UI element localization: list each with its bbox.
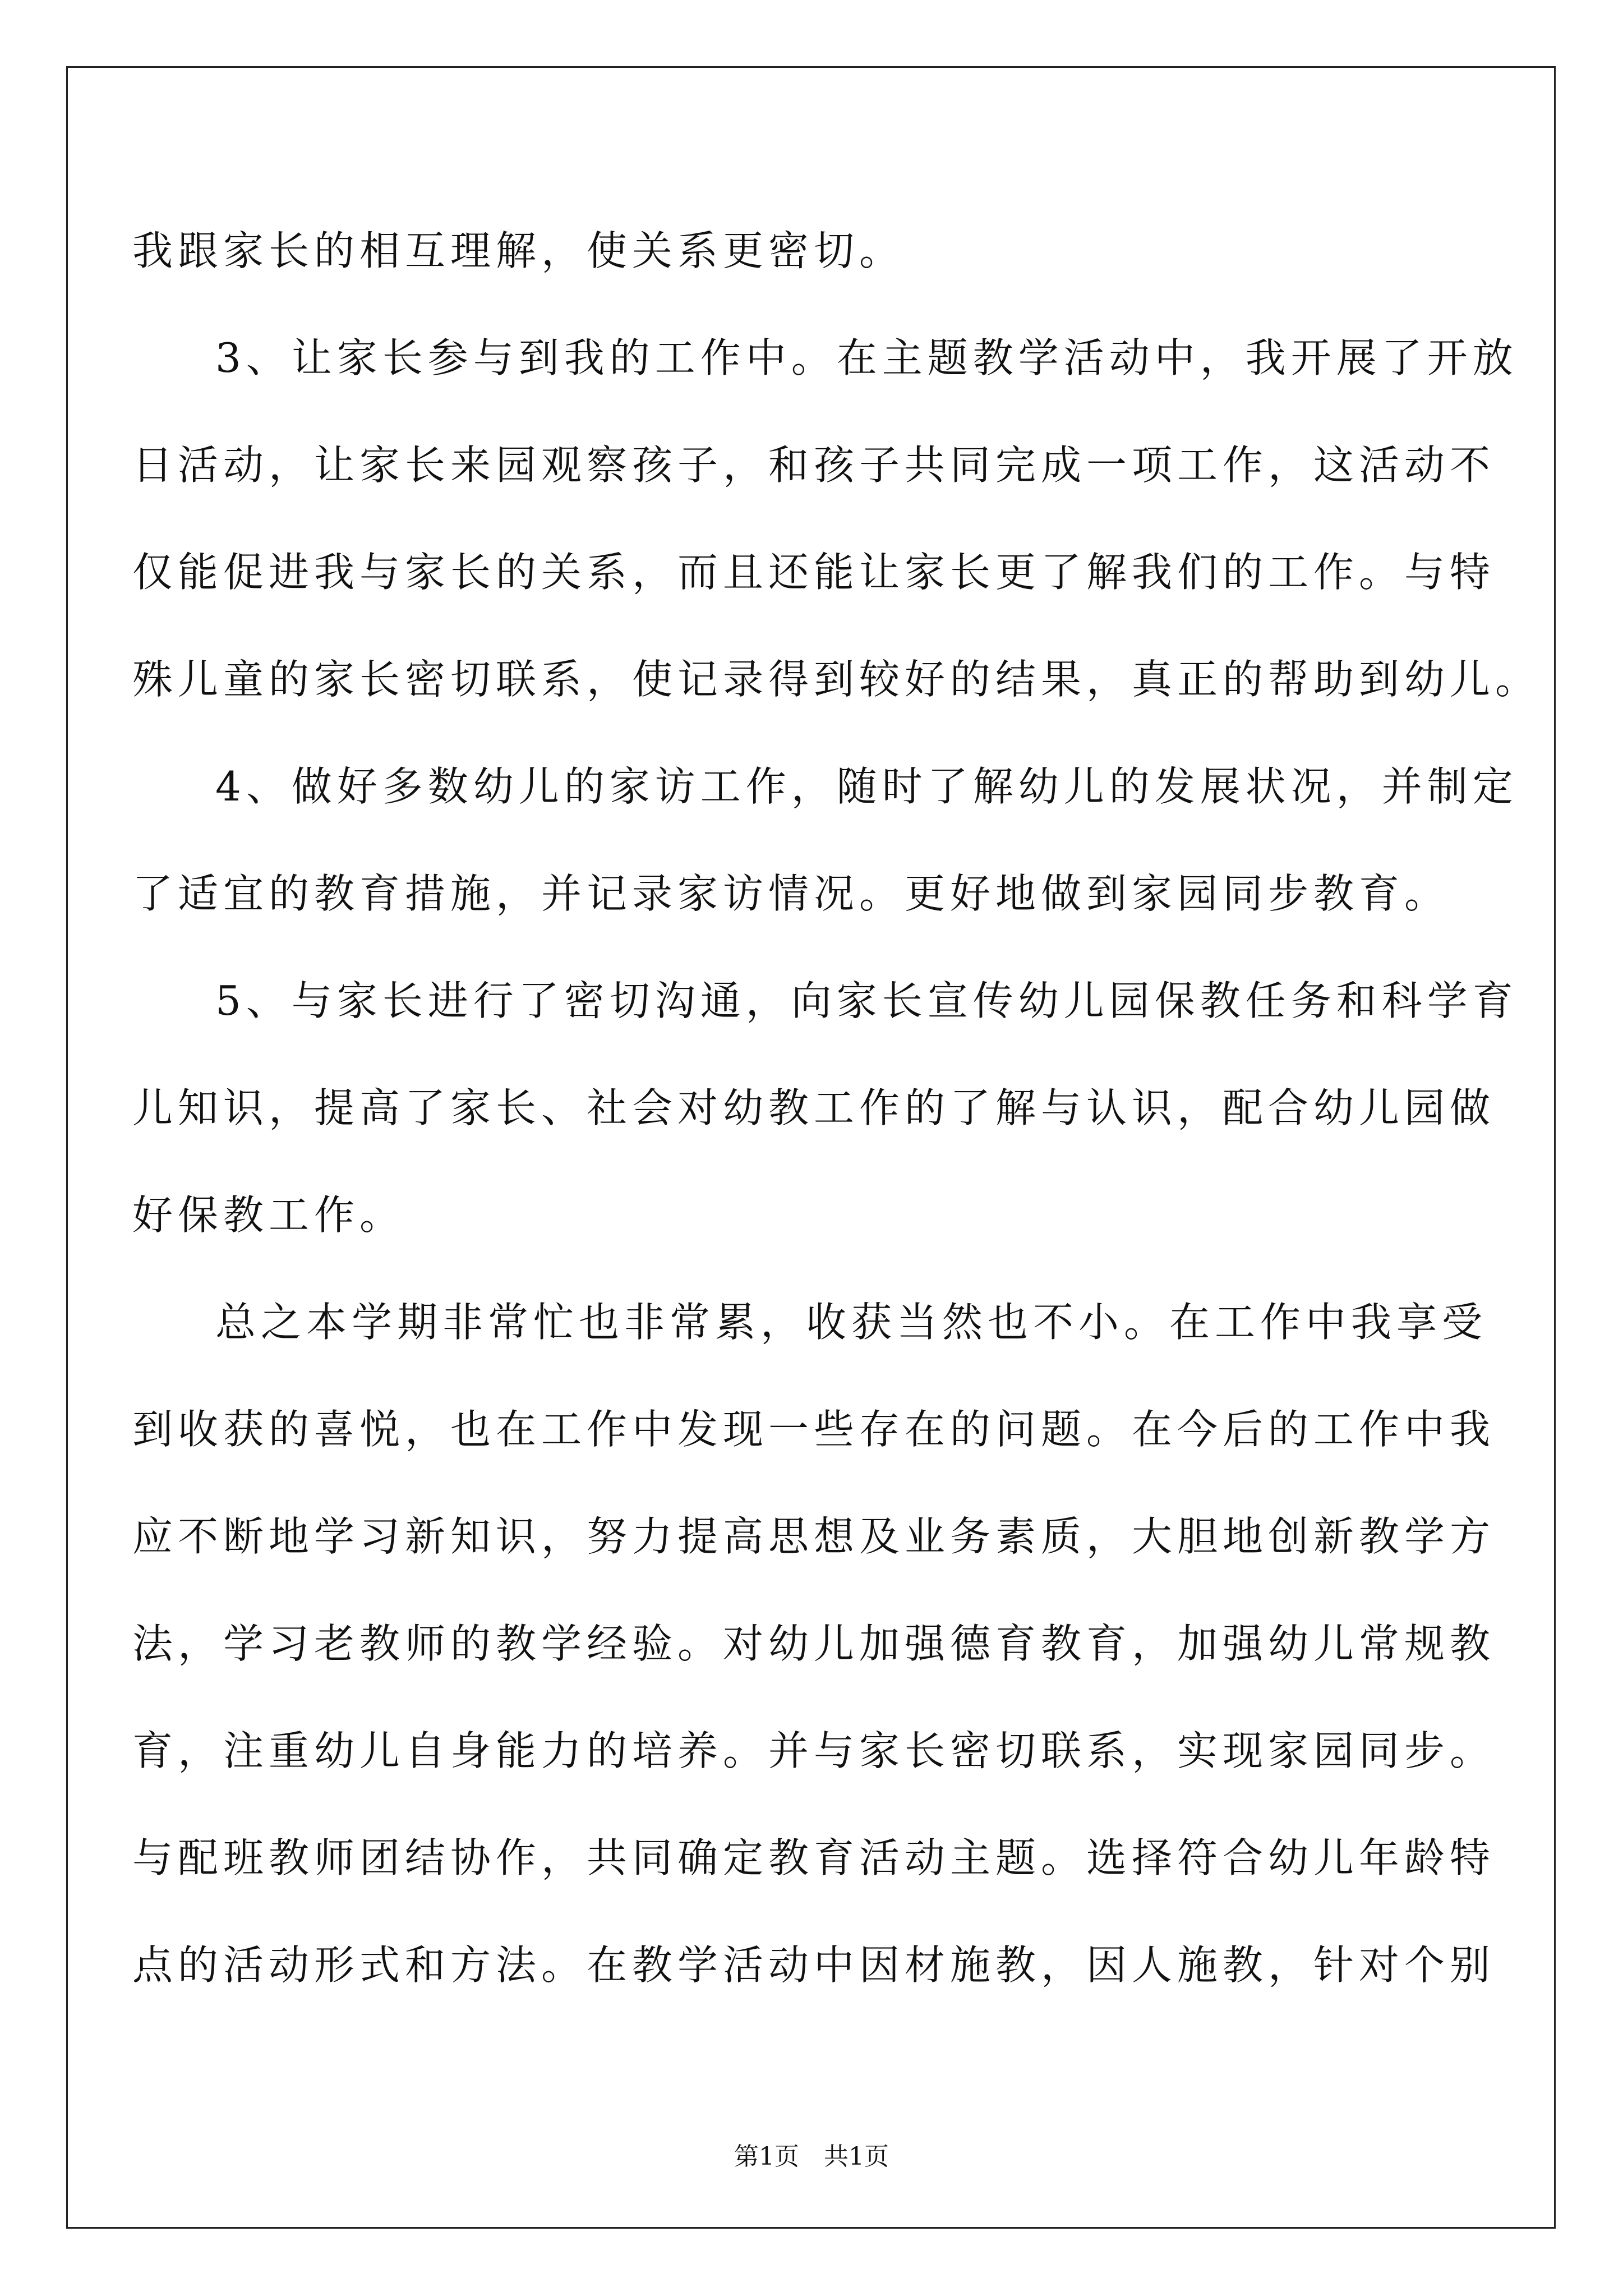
text-line: 总之本学期非常忙也非常累，收获当然也不小。在工作中我享受: [215, 1299, 1488, 1346]
text-line: 5、与家长进行了密切沟通，向家长宣传幼儿园保教任务和科学育: [215, 977, 1518, 1024]
text-line: 法，学习老教师的教学经验。对幼儿加强德育教育，加强幼儿常规教: [132, 1620, 1496, 1667]
text-line: 到收获的喜悦，也在工作中发现一些存在的问题。在今后的工作中我: [132, 1406, 1496, 1453]
text-line: 育，注重幼儿自身能力的培养。并与家长密切联系，实现家园同步。: [132, 1727, 1496, 1774]
text-line: 了适宜的教育措施，并记录家访情况。更好地做到家园同步教育。: [132, 870, 1450, 917]
text-line: 点的活动形式和方法。在教学活动中因材施教，因人施教，针对个别: [132, 1941, 1496, 1989]
document-body: [132, 200, 1541, 2021]
text-line: 好保教工作。: [132, 1191, 405, 1239]
text-line: 4、做好多数幼儿的家访工作，随时了解幼儿的发展状况，并制定: [215, 763, 1518, 810]
text-line: 殊儿童的家长密切联系，使记录得到较好的结果，真正的帮助到幼儿。: [132, 656, 1541, 703]
text-line: 儿知识，提高了家长、社会对幼教工作的了解与认识，配合幼儿园做: [132, 1084, 1496, 1131]
text-line: 与配班教师团结协作，共同确定教育活动主题。选择符合幼儿年龄特: [132, 1834, 1496, 1881]
text-line: 应不断地学习新知识，努力提高思想及业务素质，大胆地创新教学方: [132, 1513, 1496, 1560]
text-line: 日活动，让家长来园观察孩子，和孩子共同完成一项工作，这活动不: [132, 441, 1496, 489]
text-line: 3、让家长参与到我的工作中。在主题教学活动中，我开展了开放: [215, 334, 1518, 381]
text-line: 我跟家长的相互理解，使关系更密切。: [132, 227, 905, 274]
page-number-footer: 第1页 共1页: [734, 2142, 889, 2171]
text-line: 仅能促进我与家长的关系，而且还能让家长更了解我们的工作。与特: [132, 549, 1496, 596]
